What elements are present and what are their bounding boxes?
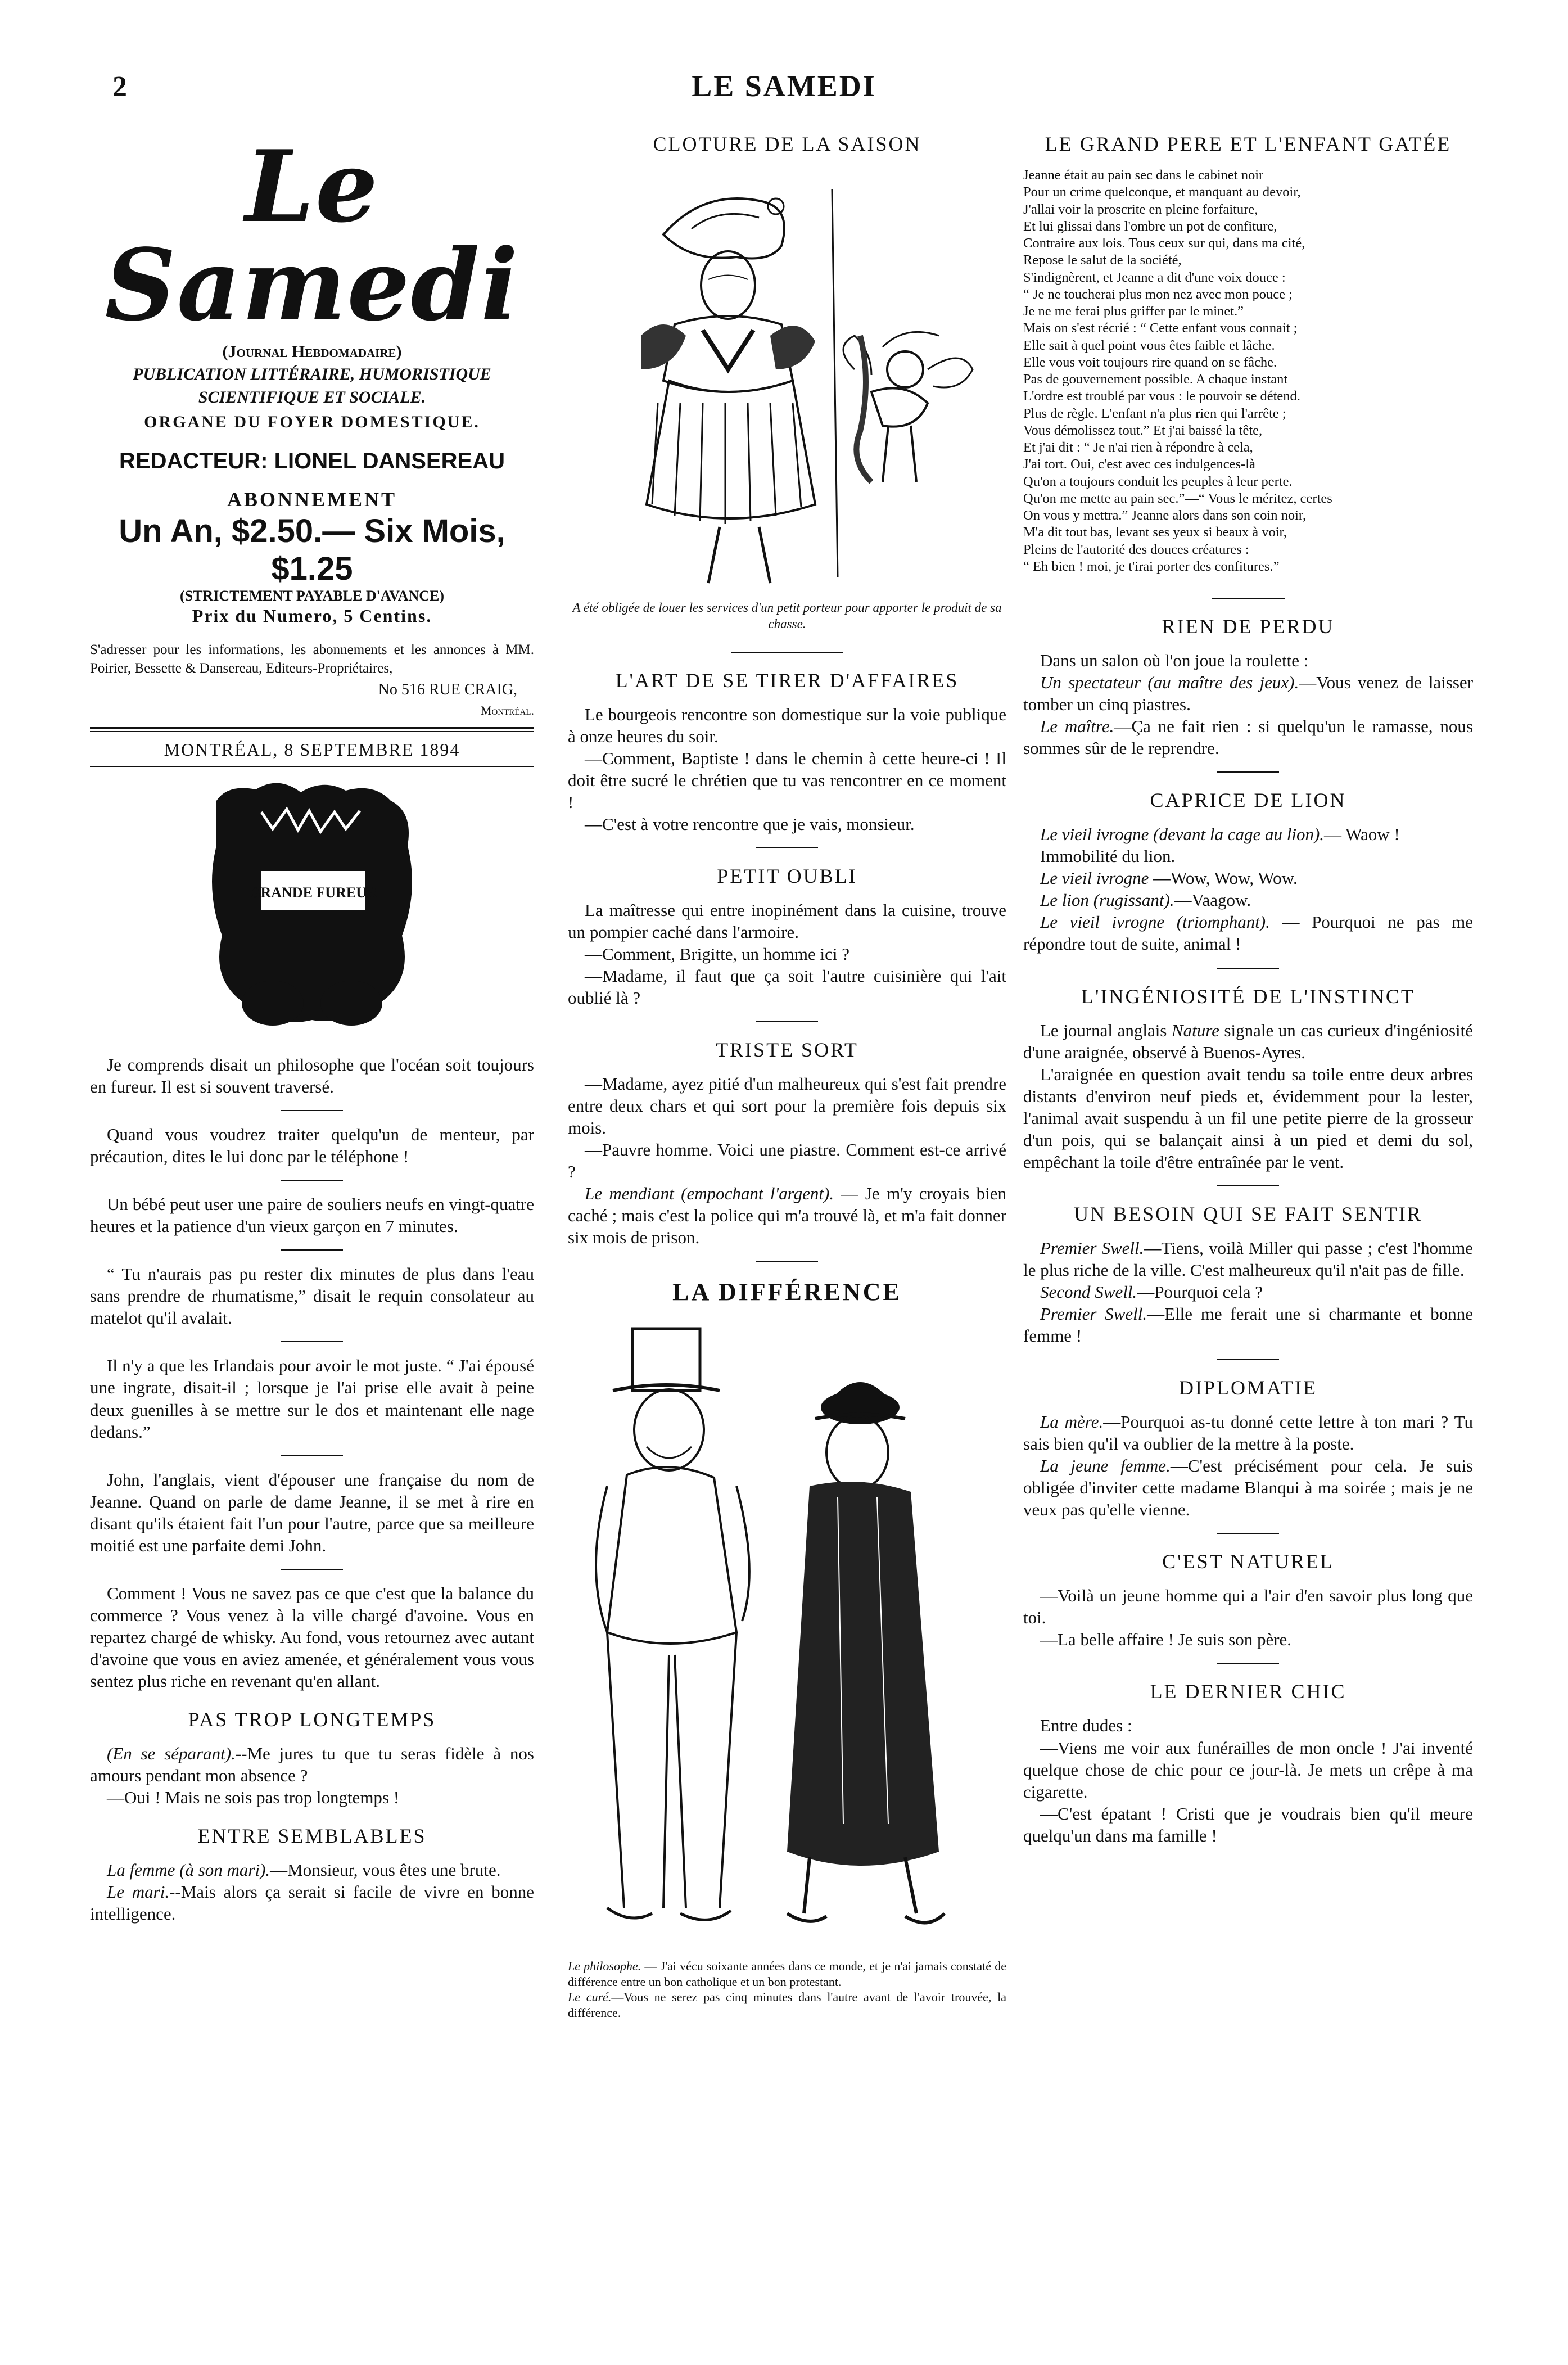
article-title-besoin: UN BESOIN QUI SE FAIT SENTIR: [1074, 1202, 1422, 1225]
line-text: — J'ai vécu soixante années dans ce monde, et je n'ai jamais constaté de différence entre un bon catholique et un bon protestant.: [568, 1959, 1006, 1989]
line-text: — Je m'y croyais bien caché ; mais c'est la police qui m'a trouvé là, et m'a fait donner six mois de prison.: [568, 1184, 1006, 1248]
poem-line: Je ne me ferai plus griffer par le minet.”: [1023, 304, 1244, 319]
separator: [281, 1180, 343, 1181]
short-item: “ Tu n'aurais pas pu rester dix minutes de plus dans l'eau sans prendre de rhumatisme,” disait le requin consolateur au matelot qu'il avalait.: [90, 1264, 534, 1328]
line-text: —Tiens, voilà Miller qui passe ; c'est l'homme le plus riche de la ville. C'est malheureux qu'il n'ait pas de fille.: [1023, 1238, 1474, 1280]
article-title-rien: RIEN DE PERDU: [1162, 615, 1335, 638]
paragraph: L'araignée en question avait tendu sa toile entre deux arbres distants d'environ neuf pieds et, évidemment pour la lester, l'animal avait suspendu à un fil une petite pierre de la grosseur d'un pois, qui se balançait ainsi à un pied et demi du sol, empêchant la toile d'être entraînée par le vent.: [1023, 1064, 1473, 1172]
paragraph: Immobilité du lion.: [1040, 846, 1176, 866]
separator: [1217, 1185, 1279, 1186]
paragraph: Entre dudes :: [1040, 1716, 1132, 1736]
article-diplomatie: [1023, 1411, 1473, 1520]
article-title-diplomatie: DIPLOMATIE: [1179, 1376, 1317, 1400]
line-text: --Me jures tu que tu seras fidèle à nos amours pendant mon absence ?: [90, 1744, 534, 1786]
article-pas-trop: [90, 1743, 534, 1808]
paragraph: —Pauvre homme. Voici une piastre. Comment est-ce arrivé ?: [568, 1140, 1006, 1182]
speaker: Le maître.: [1040, 716, 1114, 737]
masthead-organ: ORGANE DU FOYER DOMESTIQUE.: [144, 413, 480, 431]
article-entre: [90, 1859, 534, 1925]
separator: [731, 652, 843, 653]
short-item: Je comprends disait un philosophe que l'océan soit toujours en fureur. Il est si souvent traversé.: [90, 1055, 534, 1097]
difference-caption: [568, 1958, 1006, 2020]
line-text: — Waow !: [1324, 824, 1400, 845]
article-title-chic: LE DERNIER CHIC: [1150, 1680, 1346, 1703]
separator: [281, 1110, 343, 1111]
separator: [1217, 1359, 1279, 1360]
paragraph: Le bourgeois rencontre son domestique sur la voie publique à onze heures du soir.: [568, 704, 1006, 746]
issue-price: Prix du Numero, 5 Centins.: [192, 606, 432, 626]
poem-line: Vous démolissez tout.” Et j'ai baissé la tête,: [1023, 422, 1263, 438]
short-item: Quand vous voudrez traiter quelqu'un de menteur, par précaution, dites le lui donc par le téléphone !: [90, 1125, 534, 1167]
column-3: [1023, 132, 1473, 1847]
paragraph: Dans un salon où l'on joue la roulette :: [1040, 651, 1309, 670]
fury-illustration: [194, 778, 430, 1042]
column-2: [568, 132, 1006, 2020]
journal-name: Nature: [1171, 1020, 1219, 1040]
cloture-caption: A été obligée de louer les services d'un petit porteur pour apporter le produit de sa chasse.: [572, 601, 1002, 631]
running-title: LE SAMEDI: [692, 69, 876, 103]
address-text: S'adresser pour les informations, les abonnements et les annonces à MM. Poirier, Bessette & Dansereau, Editeurs-Propriétaires,: [90, 642, 534, 676]
speaker: La mère.: [1040, 1412, 1104, 1432]
poem-line: Et lui glissai dans l'ombre un pot de confiture,: [1023, 218, 1277, 234]
subscription-price: Un An, $2.50.— Six Mois, $1.25: [119, 513, 505, 587]
line-text: —Wow, Wow, Wow.: [1149, 868, 1298, 888]
subscription-heading: ABONNEMENT: [227, 488, 397, 511]
line-text: —Pourquoi as-tu donné cette lettre à ton mari ? Tu sais bien qu'il va oublier de la mettre à la poste.: [1023, 1412, 1473, 1454]
line-text: —Monsieur, vous êtes une brute.: [270, 1860, 501, 1880]
address-city: Montréal.: [480, 703, 534, 717]
short-items: [90, 1054, 534, 1692]
poem-line: Plus de règle. L'enfant n'a plus rien qui l'arrête ;: [1023, 405, 1286, 421]
poem-grand-pere: [1023, 167, 1473, 575]
article-title-oubli: PETIT OUBLI: [717, 864, 857, 887]
poem-line: Elle vous voit toujours rire quand on se fâche.: [1023, 354, 1277, 370]
paragraph: —Madame, ayez pitié d'un malheureux qui s'est fait prendre entre deux chars et qui sort pour la première fois depuis six mois.: [568, 1074, 1006, 1138]
poem-line: S'indignèrent, et Jeanne a dit d'une voix douce :: [1023, 269, 1286, 285]
separator: [1212, 598, 1285, 599]
masthead-divider: [90, 727, 534, 732]
article-title-ingeniosite: L'INGÉNIOSITÉ DE L'INSTINCT: [1081, 985, 1415, 1008]
speaker: La femme (à son mari).: [107, 1860, 270, 1880]
dateline-divider: [90, 766, 534, 767]
line-text: —Vous venez de laisser tomber un cinq piastres.: [1023, 673, 1474, 715]
article-oubli: [568, 899, 1006, 1009]
speaker: Le vieil ivrogne (triomphant).: [1040, 912, 1270, 932]
speaker: Le philosophe.: [568, 1959, 641, 1974]
address-street: No 516 RUE CRAIG,: [378, 681, 517, 698]
article-title-grand-pere: LE GRAND PERE ET L'ENFANT GATÉE: [1045, 133, 1452, 155]
masthead-subtitle: (Journal Hebdomadaire): [222, 342, 402, 361]
paragraph: —Voilà un jeune homme qui a l'air d'en savoir plus long que toi.: [1023, 1586, 1473, 1628]
article-naturel: [1023, 1585, 1473, 1650]
poem-line: Qu'on a toujours conduit les peuples à leur perte.: [1023, 473, 1293, 489]
poem-line: L'ordre est troublé par vous : le pouvoir se détend.: [1023, 389, 1300, 404]
line-text: —Pourquoi cela ?: [1137, 1281, 1263, 1302]
masthead-description-1: PUBLICATION LITTÉRAIRE, HUMORISTIQUE: [133, 365, 491, 383]
article-art: [568, 703, 1006, 835]
paragraph: —La belle affaire ! Je suis son père.: [1040, 1630, 1292, 1650]
poem-line: Pas de gouvernement possible. A chaque instant: [1023, 372, 1288, 387]
poem-line: Mais on s'est récrié : “ Cette enfant vous connait ;: [1023, 321, 1298, 336]
article-title-pas-trop: PAS TROP LONGTEMPS: [188, 1708, 436, 1731]
separator: [281, 1455, 343, 1456]
separator: [756, 847, 818, 848]
separator: [1217, 1533, 1279, 1534]
fury-banner-text: GRANDE FUREUR: [249, 884, 377, 901]
column-1: [90, 129, 534, 1925]
speaker: Second Swell.: [1040, 1281, 1137, 1302]
line-text: Le journal anglais: [1040, 1020, 1172, 1040]
line-text: --Mais alors ça serait si facile de vivre en bonne intelligence.: [90, 1882, 534, 1924]
short-item: Il n'y a que les Irlandais pour avoir le mot juste. “ J'ai épousé une ingrate, disait-il ; lorsque je l'ai prise elle avait à peine deux guenilles à se mettre sur le dos et maintenant elle nage dedans.”: [90, 1356, 534, 1442]
cloture-illustration: [590, 167, 984, 594]
line-text: — Pourquoi ne pas me répondre tout de suite, animal !: [1023, 912, 1473, 954]
masthead: [90, 129, 534, 718]
separator: [1217, 771, 1279, 773]
difference-illustration: [573, 1317, 1001, 1953]
article-ingeniosite: [1023, 1019, 1473, 1173]
poem-line: “ Je ne toucherai plus mon nez avec mon pouce ;: [1023, 286, 1293, 302]
poem-line: Elle sait à quel point vous êtes faible et lâche.: [1023, 337, 1275, 353]
poem-line: J'allai voir la proscrite en pleine forfaiture,: [1023, 201, 1258, 217]
speaker: Premier Swell.: [1040, 1238, 1144, 1258]
article-rien: [1023, 649, 1473, 759]
masthead-editor: REDACTEUR: LIONEL DANSEREAU: [119, 449, 505, 473]
page-number: 2: [112, 71, 127, 103]
poem-line: Contraire aux lois. Tous ceux sur qui, dans ma cité,: [1023, 236, 1305, 251]
short-item: John, l'anglais, vient d'épouser une française du nom de Jeanne. Quand on parle de dame Jeanne, il se met à rire en disant qu'ils étaient fait l'un pour l'autre, parce que sa meilleure moitié est une parfaite demi John.: [90, 1469, 534, 1555]
speaker: Le mendiant (empochant l'argent).: [585, 1184, 834, 1204]
poem-line: Jeanne était au pain sec dans le cabinet noir: [1023, 168, 1264, 183]
paragraph: —Comment, Baptiste ! dans le chemin à cette heure-ci ! Il doit être sucré le chrétien que tu vas rencontrer en ce moment !: [568, 748, 1006, 812]
article-title-art: L'ART DE SE TIRER D'AFFAIRES: [615, 669, 959, 692]
line-text: —C'est précisément pour cela. Je suis obligée d'inviter cette madame Blanqui à ma soirée ; mais je ne veux pas qu'elle vienne.: [1023, 1456, 1473, 1520]
paragraph: La maîtresse qui entre inopinément dans la cuisine, trouve un pompier caché dans l'armoire.: [568, 900, 1006, 942]
poem-line: Repose le salut de la société,: [1023, 252, 1182, 268]
separator: [281, 1249, 343, 1251]
line-text: —Vous ne serez pas cinq minutes dans l'autre avant de l'avoir trouvée, la différence.: [568, 1990, 1006, 2020]
separator: [1217, 968, 1279, 969]
article-triste: [568, 1073, 1006, 1248]
line-text: —Vaagow.: [1174, 890, 1251, 910]
short-item: Comment ! Vous ne savez pas ce que c'est que la balance du commerce ? Vous venez à la ville chargé d'avoine. Vous en repartez chargé de whisky. Au fond, vous retournez avec autant d'avoine que vous en aviez amenée, et généralement vous vous sentez plus riche en revenant qu'en allant.: [90, 1583, 534, 1691]
speaker: Le mari.: [107, 1882, 170, 1902]
article-title-entre: ENTRE SEMBLABLES: [197, 1825, 427, 1848]
speaker: Premier Swell.: [1040, 1303, 1147, 1324]
poem-line: Pour un crime quelconque, et manquant au devoir,: [1023, 184, 1301, 200]
paragraph: —Viens me voir aux funérailles de mon oncle ! J'ai inventé quelque chose de chic pour ce jour-là. Je mets un crêpe à ma cigarette.: [1023, 1737, 1473, 1802]
payment-note: (STRICTEMENT PAYABLE D'AVANCE): [179, 588, 445, 604]
paragraph: —C'est à votre rencontre que je vais, monsieur.: [585, 814, 915, 834]
line-text: —Elle me ferait une si charmante et bonne femme !: [1023, 1303, 1474, 1346]
separator: [756, 1261, 818, 1262]
poem-line: “ Eh bien ! moi, je t'irai porter des confitures.”: [1023, 558, 1280, 574]
article-title-caprice: CAPRICE DE LION: [1150, 789, 1346, 812]
speaker: (En se séparant).: [107, 1744, 236, 1764]
speaker: Le vieil ivrogne: [1040, 868, 1149, 888]
speaker: Le curé.: [568, 1990, 612, 2005]
paragraph: —Madame, il faut que ça soit l'autre cuisinière qui l'ait oublié là ?: [568, 965, 1006, 1008]
poem-line: J'ai tort. Oui, c'est avec ces indulgences-là: [1023, 457, 1255, 472]
masthead-description-2: SCIENTIFIQUE ET SOCIALE.: [198, 387, 426, 407]
paragraph: —C'est épatant ! Cristi que je voudrais bien qu'il meure quelqu'un dans ma famille !: [1023, 1803, 1473, 1845]
article-title-naturel: C'EST NATUREL: [1162, 1550, 1334, 1573]
article-chic: [1023, 1714, 1473, 1846]
poem-line: On vous y mettra.” Jeanne alors dans son coin noir,: [1023, 508, 1307, 523]
masthead-title: Le Samedi: [105, 129, 519, 343]
speaker: La jeune femme.: [1040, 1456, 1171, 1476]
separator: [1217, 1663, 1279, 1664]
line-text: —Ça ne fait rien : si quelqu'un le ramasse, nous sommes sûr de le reprendre.: [1023, 716, 1473, 759]
article-title-cloture: CLOTURE DE LA SAISON: [653, 133, 921, 155]
poem-line: Pleins de l'autorité des douces créatures :: [1023, 541, 1249, 557]
separator: [756, 1021, 818, 1022]
separator: [281, 1569, 343, 1570]
poem-line: M'a dit tout bas, levant ses yeux si beaux à voir,: [1023, 525, 1287, 540]
speaker: Le lion (rugissant).: [1040, 890, 1174, 910]
article-title-difference: LA DIFFÉRENCE: [672, 1278, 902, 1306]
article-besoin: [1023, 1237, 1473, 1347]
short-item: Un bébé peut user une paire de souliers neufs en vingt-quatre heures et la patience d'un vieux garçon en 7 minutes.: [90, 1194, 534, 1236]
article-caprice: [1023, 823, 1473, 955]
paragraph: —Comment, Brigitte, un homme ici ?: [585, 944, 849, 964]
separator: [281, 1341, 343, 1342]
poem-line: Et j'ai dit : “ Je n'ai rien à répondre à cela,: [1023, 440, 1253, 455]
poem-line: Qu'on me mette au pain sec.”—“ Vous le méritez, certes: [1023, 490, 1332, 506]
speaker: Le vieil ivrogne (devant la cage au lion).: [1040, 824, 1325, 845]
speaker: Un spectateur (au maître des jeux).: [1040, 673, 1299, 693]
dateline: MONTRÉAL, 8 SEPTEMBRE 1894: [164, 739, 460, 760]
article-title-triste: TRISTE SORT: [716, 1039, 858, 1062]
line-text: —Oui ! Mais ne sois pas trop longtemps !: [107, 1788, 400, 1808]
line-text: signale un cas curieux d'ingéniosité d'une araignée, observé à Buenos-Ayres.: [1023, 1020, 1473, 1062]
